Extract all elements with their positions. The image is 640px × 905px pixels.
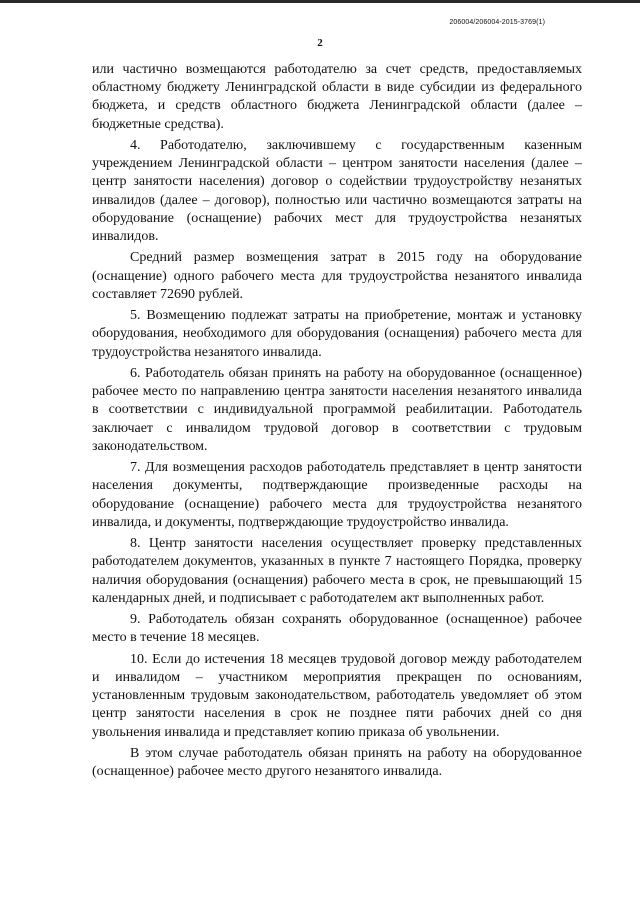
scan-top-border xyxy=(0,0,640,3)
paragraph-replacement-clause: В этом случае работодатель обязан принять на работу на оборудованное (оснащенное) рабочее место другого незанятого инвалида. xyxy=(92,746,582,780)
paragraph-item-10: 10. Если до истечения 18 месяцев трудовой договор между работодателем и инвалидом – участником мероприятия прекращен по основаниям, установленным трудовым законодательством, работодатель уведомляет об этом центр занятости населения в срок не позднее пяти рабочих дней со дня увольнения инвалида и представляет копию приказа об увольнении. xyxy=(92,651,582,740)
paragraph-item-7: 7. Для возмещения расходов работодатель представляет в центр занятости населения документы, подтверждающие произведенные расходы на оборудование (оснащение) рабочего места для трудоустройства незанятого инвалида, и документы, подтверждающие трудоустройство инвалида. xyxy=(92,460,582,530)
page-number: 2 xyxy=(317,37,323,49)
document-body xyxy=(92,61,582,785)
paragraph-item-8: 8. Центр занятости населения осуществляет проверку представленных работодателем документов, указанных в пункте 7 настоящего Порядка, проверку наличия оборудования (оснащения) рабочего места в срок, не превышающий 15 календарных дней, и подписывает с работодателем акт выполненных работ. xyxy=(92,536,582,606)
paragraph-continuation: или частично возмещаются работодателю за счет средств, предоставляемых областному бюджету Ленинградской области в виде субсидии из федерального бюджета, и средств областного бюджета Ленинградской области (далее – бюджетные средства). xyxy=(92,62,582,132)
paragraph-item-6: 6. Работодатель обязан принять на работу на оборудованное (оснащенное) рабочее место по направлению центра занятости населения незанятого инвалида в соответствии с индивидуальной программой реабилитации. Работодатель заключает с инвалидом трудовой договор в соответствии с трудовым законодательством. xyxy=(92,366,582,454)
paragraph-item-9: 9. Работодатель обязан сохранять оборудованное (оснащенное) рабочее место в течение 18 месяцев. xyxy=(92,612,582,646)
paragraph-item-5: 5. Возмещению подлежат затраты на приобретение, монтаж и установку оборудования, необходимого для оборудования (оснащения) рабочего места для трудоустройства незанятого инвалида. xyxy=(92,308,582,360)
document-id: 206004/206004-2015-3769(1) xyxy=(449,19,545,26)
paragraph-average-compensation: Средний размер возмещения затрат в 2015 году на оборудование (оснащение) одного рабочего места для трудоустройства незанятого инвалида составляет 72690 рублей. xyxy=(92,250,582,302)
paragraph-item-4: 4. Работодателю, заключившему с государственным казенным учреждением Ленинградской области – центром занятости населения (далее – центр занятости населения) договор о содействии трудоустройству незанятых инвалидов (далее – договор), полностью или частично возмещаются затраты на оборудование (оснащение) рабочих мест для трудоустройства незанятых инвалидов. xyxy=(92,138,582,245)
